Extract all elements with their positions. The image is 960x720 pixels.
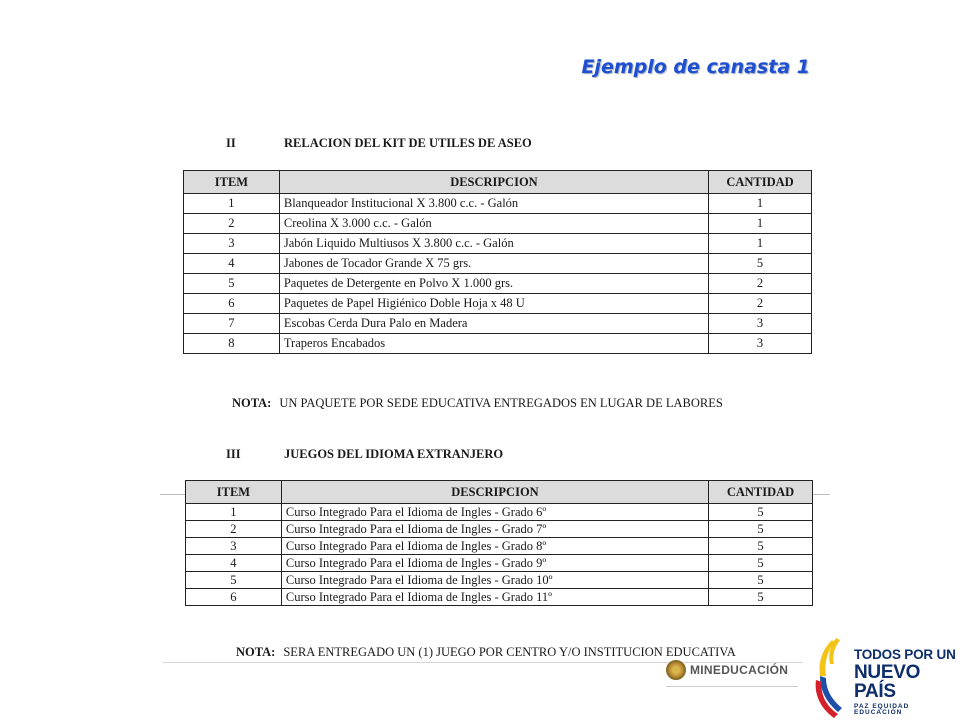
- cell-item: 3: [184, 234, 280, 254]
- cell-item: 2: [186, 521, 282, 538]
- cell-cantidad: 5: [709, 254, 812, 274]
- section-ii-note: [232, 396, 723, 411]
- cell-item: 1: [186, 504, 282, 521]
- cell-descripcion: Curso Integrado Para el Idioma de Ingles - Grado 9º: [281, 555, 708, 572]
- note-text: SERA ENTREGADO UN (1) JUEGO POR CENTRO Y/O INSTITUCION EDUCATIVA: [283, 645, 736, 659]
- table-row: [184, 274, 812, 294]
- table-row: [184, 254, 812, 274]
- mineducacion-logo: [666, 660, 788, 680]
- cell-descripcion: Curso Integrado Para el Idioma de Ingles - Grado 6º: [281, 504, 708, 521]
- cell-cantidad: 2: [709, 294, 812, 314]
- section-iii-heading: JUEGOS DEL IDIOMA EXTRANJERO: [284, 447, 504, 461]
- table-row: [184, 294, 812, 314]
- table-row: [184, 234, 812, 254]
- section-ii-heading: RELACION DEL KIT DE UTILES DE ASEO: [284, 136, 532, 150]
- table-row: [184, 334, 812, 354]
- cell-item: 5: [186, 572, 282, 589]
- cell-descripcion: Paquetes de Papel Higiénico Doble Hoja x 48 U: [279, 294, 708, 314]
- cell-descripcion: Creolina X 3.000 c.c. - Galón: [279, 214, 708, 234]
- logo-line-1: TODOS POR UN: [854, 647, 956, 662]
- cell-item: 8: [184, 334, 280, 354]
- table-row: [186, 555, 813, 572]
- column-header-descripcion: DESCRIPCION: [281, 481, 708, 504]
- cell-descripcion: Curso Integrado Para el Idioma de Ingles - Grado 10º: [281, 572, 708, 589]
- cell-cantidad: 2: [709, 274, 812, 294]
- cell-item: 4: [184, 254, 280, 274]
- cell-cantidad: 1: [709, 214, 812, 234]
- table-row: [184, 194, 812, 214]
- cell-item: 6: [186, 589, 282, 606]
- note-label: NOTA:: [236, 645, 276, 659]
- cell-item: 3: [186, 538, 282, 555]
- logo-line-3: PAZ EQUIDAD EDUCACIÓN: [854, 702, 910, 716]
- table-header-row: [184, 171, 812, 194]
- cell-item: 6: [184, 294, 280, 314]
- section-iii-number: III: [226, 447, 241, 461]
- cell-cantidad: 5: [709, 589, 813, 606]
- cell-cantidad: 3: [709, 314, 812, 334]
- cell-item: 2: [184, 214, 280, 234]
- cell-descripcion: Blanqueador Institucional X 3.800 c.c. - Galón: [279, 194, 708, 214]
- cell-cantidad: 5: [709, 572, 813, 589]
- todos-por-un-nuevo-pais-logo: [808, 636, 958, 720]
- column-header-cantidad: CANTIDAD: [709, 171, 812, 194]
- cell-descripcion: Paquetes de Detergente en Polvo X 1.000 grs.: [279, 274, 708, 294]
- coat-of-arms-icon: [666, 660, 686, 680]
- table-header-row: [186, 481, 813, 504]
- table-row: [186, 589, 813, 606]
- mineducacion-text: MINEDUCACIÓN: [690, 663, 789, 677]
- table-row: [186, 504, 813, 521]
- mineducacion-underline: [666, 686, 798, 687]
- cell-cantidad: 1: [709, 194, 812, 214]
- cell-cantidad: 1: [709, 234, 812, 254]
- colombia-flag-swoosh-icon: [808, 636, 852, 720]
- slide-title: Ejemplo de canasta 1: [581, 56, 810, 78]
- aseo-kit-table: [183, 170, 812, 354]
- logo-line-2: NUEVO PAÍS: [854, 661, 921, 702]
- cell-descripcion: Escobas Cerda Dura Palo en Madera: [279, 314, 708, 334]
- cell-item: 7: [184, 314, 280, 334]
- table-row: [186, 572, 813, 589]
- cell-item: 4: [186, 555, 282, 572]
- table-row: [184, 214, 812, 234]
- cell-descripcion: Jabón Liquido Multiusos X 3.800 c.c. - Galón: [279, 234, 708, 254]
- logo-text-block: [854, 648, 958, 717]
- cell-cantidad: 5: [709, 521, 813, 538]
- table-row: [186, 538, 813, 555]
- cell-descripcion: Traperos Encabados: [279, 334, 708, 354]
- cell-descripcion: Curso Integrado Para el Idioma de Ingles - Grado 11º: [281, 589, 708, 606]
- idioma-table: [185, 480, 813, 606]
- column-header-cantidad: CANTIDAD: [709, 481, 813, 504]
- table-row: [186, 521, 813, 538]
- section-ii-number: II: [226, 136, 236, 150]
- column-header-item: ITEM: [186, 481, 282, 504]
- column-header-item: ITEM: [184, 171, 280, 194]
- table-row: [184, 314, 812, 334]
- note-label: NOTA:: [232, 396, 272, 410]
- note-text: UN PAQUETE POR SEDE EDUCATIVA ENTREGADOS EN LUGAR DE LABORES: [279, 396, 723, 410]
- cell-cantidad: 5: [709, 555, 813, 572]
- cell-item: 5: [184, 274, 280, 294]
- cell-descripcion: Curso Integrado Para el Idioma de Ingles - Grado 8º: [281, 538, 708, 555]
- cell-cantidad: 5: [709, 504, 813, 521]
- cell-descripcion: Curso Integrado Para el Idioma de Ingles - Grado 7º: [281, 521, 708, 538]
- cell-item: 1: [184, 194, 280, 214]
- cell-cantidad: 3: [709, 334, 812, 354]
- cell-descripcion: Jabones de Tocador Grande X 75 grs.: [279, 254, 708, 274]
- section-iii-note: [236, 645, 736, 660]
- column-header-descripcion: DESCRIPCION: [279, 171, 708, 194]
- cell-cantidad: 5: [709, 538, 813, 555]
